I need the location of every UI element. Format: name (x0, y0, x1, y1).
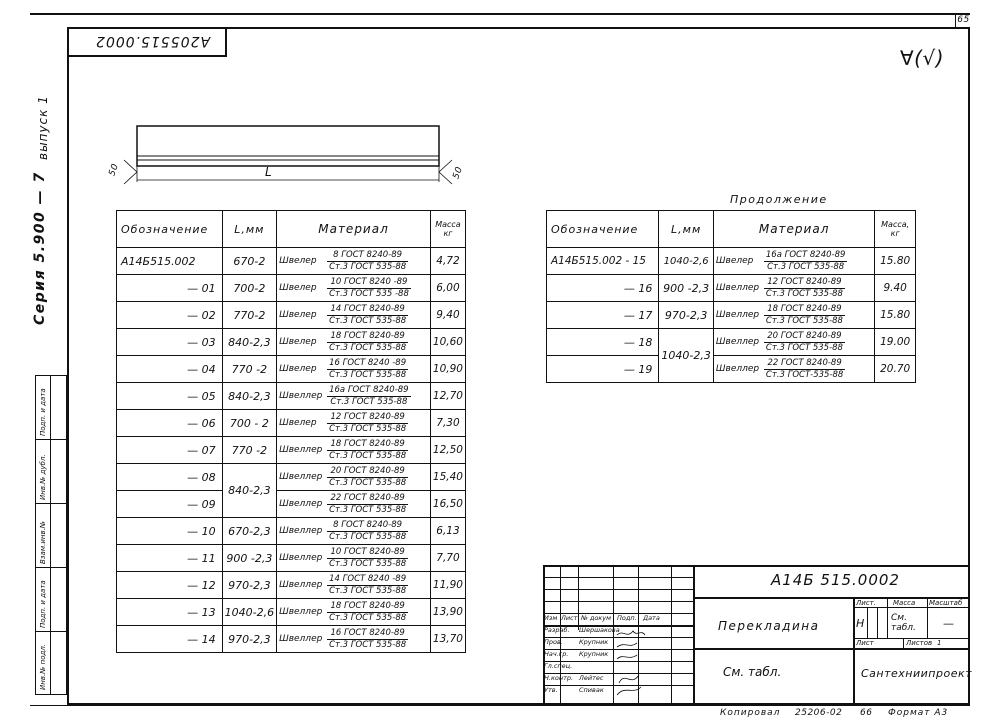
bevel-right (439, 160, 452, 184)
lit-label: Лист. (856, 599, 876, 607)
table-row (117, 248, 466, 275)
side-divider (50, 376, 51, 694)
material-kind: Швеллер (279, 499, 323, 509)
table-row (547, 329, 916, 356)
top-border-line (30, 13, 970, 15)
page-number: 65 (955, 15, 971, 27)
material-kind: Швеллер (715, 364, 760, 374)
material-profile: 16а ГОСТ 8240-89 (765, 249, 846, 260)
col-header-mass: Масса кг (430, 211, 465, 248)
row-mass: 4,72 (430, 248, 465, 275)
table-row (117, 410, 466, 437)
tb-col-header: Подп. (617, 614, 637, 622)
material-steel: Ст.3 ГОСТ 535-88 (767, 261, 845, 272)
sheet-label: Лист (856, 639, 874, 647)
row-length-merged: 840-2,3 (222, 464, 276, 518)
row-material (277, 626, 431, 653)
row-mass: 12,70 (430, 383, 465, 410)
side-cell (36, 568, 66, 632)
material-steel: Ст.3 ГОСТ 535-88 (765, 342, 843, 353)
material-profile: 22 ГОСТ 8240-89 (764, 358, 845, 370)
tb-col-header: Изм (544, 614, 558, 622)
material-steel: Ст.3 ГОСТ 535-88 (329, 369, 407, 380)
row-length: 770 -2 (222, 437, 276, 464)
top-stamp-text: А205515.0002 (95, 33, 211, 49)
material-profile: 22 ГОСТ 8240-89 (327, 493, 408, 505)
mass-value: См. табл. (891, 613, 916, 633)
row-material (277, 464, 431, 491)
row-length: 970-2,3 (222, 572, 276, 599)
material-profile: 20 ГОСТ 8240-89 (327, 466, 408, 478)
footer-order: 25206-02 (795, 708, 843, 718)
row-material (277, 545, 431, 572)
footer-copied: Копировал (720, 708, 781, 718)
row-material (713, 302, 874, 329)
doc-code: А14Б 515.0002 (771, 571, 900, 589)
row-material (277, 302, 431, 329)
row-material (277, 356, 431, 383)
grid-line (578, 565, 579, 630)
tb-role: Разраб. (544, 626, 570, 634)
side-label: Подп. и дата (39, 580, 47, 628)
row-material (277, 248, 431, 275)
side-label: Подп. и дата (39, 388, 47, 436)
side-cell (36, 440, 66, 504)
tb-role: Нач.гр. (544, 650, 569, 658)
dim-length-label: L (265, 165, 273, 179)
material-kind: Швелер (279, 364, 317, 374)
bottom-border-line (30, 705, 970, 706)
scale-value: — (943, 617, 954, 630)
row-length: 670-2,3 (222, 518, 276, 545)
footer-format: Формат А3 (888, 708, 949, 718)
sheets-value: 1 (937, 639, 942, 647)
table-row (117, 329, 466, 356)
tb-col-header: Лист (561, 614, 578, 622)
material-steel: Ст.3 ГОСТ 535-88 (765, 288, 843, 299)
material-kind: Швеллер (279, 634, 323, 644)
table-row (547, 356, 916, 383)
tb-role: Н.контр. (544, 674, 574, 682)
row-length-merged: 1040-2,3 (659, 329, 713, 383)
material-steel: Ст.3 ГОСТ 535-88 (329, 558, 407, 569)
material-kind: Швеллер (279, 526, 323, 536)
row-mass: 10,90 (430, 356, 465, 383)
table-row (117, 383, 466, 410)
row-length: 840-2,3 (222, 329, 276, 356)
grid-line (887, 597, 888, 638)
row-designation: — 09 (117, 491, 223, 518)
row-designation: — 14 (117, 626, 223, 653)
side-label: Инв.№ дубл. (39, 454, 47, 500)
material-profile: 18 ГОСТ 8240-89 (327, 601, 408, 613)
lit-value: Н (856, 617, 865, 630)
title-block-border (543, 565, 973, 705)
material-steel: Ст.3 ГОСТ 535-88 (329, 531, 407, 542)
row-material (277, 410, 431, 437)
beam-drawing (110, 120, 470, 190)
material-steel: Ст.3 ГОСТ 535 -88 (329, 288, 409, 299)
material-kind: Швелер (715, 256, 754, 266)
table-row (117, 572, 466, 599)
row-mass: 15.80 (875, 302, 916, 329)
row-mass: 11,90 (430, 572, 465, 599)
row-designation: — 11 (117, 545, 223, 572)
row-mass: 6,13 (430, 518, 465, 545)
material-profile: 10 ГОСТ 8240 -89 (327, 277, 411, 289)
col-header-designation: Обозначение (117, 211, 223, 248)
material-kind: Швелер (279, 283, 317, 293)
row-material (713, 248, 874, 275)
material-profile: 8 ГОСТ 8240-89 (327, 250, 408, 262)
row-length: 970-2,3 (659, 302, 713, 329)
grid-line (543, 577, 693, 578)
row-material (277, 329, 431, 356)
row-material (277, 599, 431, 626)
part-name: Перекладина (718, 619, 820, 633)
material-profile: 16а ГОСТ 8240-89 (329, 384, 409, 395)
continuation-table (546, 210, 916, 383)
material-steel: Ст.3 ГОСТ 535-88 (329, 450, 407, 461)
grid-line (853, 607, 970, 608)
material-kind: Швеллер (715, 310, 760, 320)
signatures (615, 627, 665, 697)
material-steel: Ст.3 ГОСТ 535-88 (329, 585, 407, 596)
col-header-material: Материал (713, 211, 874, 248)
material-steel: Ст.3 ГОСТ 535-88 (329, 612, 407, 623)
material-profile: 8 ГОСТ 8240-89 (327, 520, 408, 532)
material-ref: См. табл. (723, 665, 782, 679)
row-designation: — 17 (547, 302, 659, 329)
row-mass: 12,50 (430, 437, 465, 464)
row-length: 770 -2 (222, 356, 276, 383)
tb-role: Пров. (544, 638, 563, 646)
material-profile: 14 ГОСТ 8240-89 (327, 304, 408, 316)
grid-line (560, 565, 561, 705)
row-length: 700-2 (222, 275, 276, 302)
table-row (547, 302, 916, 329)
row-material (277, 383, 431, 410)
side-cell (36, 376, 66, 440)
row-length: 900 -2,3 (222, 545, 276, 572)
row-length: 970-2,3 (222, 626, 276, 653)
tb-person: Шершакова (579, 626, 620, 634)
material-profile: 18 ГОСТ 8240-89 (327, 439, 408, 451)
row-designation: А14Б515.002 - 15 (547, 248, 659, 275)
scale-label: Масштаб (929, 599, 963, 607)
material-steel: Ст.3 ГОСТ 535-88 (330, 396, 408, 407)
row-material (713, 356, 874, 383)
row-mass: 6,00 (430, 275, 465, 302)
side-stamp-table (35, 375, 67, 695)
mass-label: Масса (893, 599, 916, 607)
row-material (713, 275, 874, 302)
grid-line (693, 648, 970, 650)
table-row (547, 275, 916, 302)
side-label: Взам.инв.№ (39, 520, 47, 564)
bevel-left (124, 160, 137, 184)
tb-col-header: № докум (581, 614, 611, 622)
row-length: 1040-2,6 (659, 248, 713, 275)
material-steel: Ст.3 ГОСТ 535-88 (329, 504, 407, 515)
material-profile: 12 ГОСТ 8240-89 (764, 277, 845, 289)
material-kind: Швелер (279, 337, 317, 347)
row-designation: — 16 (547, 275, 659, 302)
tb-person: Лейтес (579, 674, 604, 682)
row-designation: — 03 (117, 329, 223, 356)
material-kind: Швеллер (279, 391, 323, 401)
side-label: Инв.№ подл. (39, 643, 47, 690)
row-material (713, 329, 874, 356)
footer-page: 66 (860, 708, 873, 718)
material-profile: 20 ГОСТ 8240-89 (764, 331, 845, 343)
side-cell (36, 632, 66, 694)
row-mass: 19.00 (875, 329, 916, 356)
table-row (117, 491, 466, 518)
row-mass: 13,70 (430, 626, 465, 653)
row-mass: 9.40 (875, 275, 916, 302)
row-mass: 9,40 (430, 302, 465, 329)
material-kind: Швелер (279, 418, 317, 428)
col-header-length: L,мм (222, 211, 276, 248)
material-kind: Швелер (279, 310, 317, 320)
dim-left-label: 50 (107, 162, 122, 178)
row-mass: 10,60 (430, 329, 465, 356)
row-designation: А14Б515.002 (117, 248, 223, 275)
table-row (117, 302, 466, 329)
tb-role: Гл.спец. (544, 662, 573, 670)
material-steel: Ст.3 ГОСТ 535-88 (329, 477, 407, 488)
tb-person: Крупник (579, 638, 609, 646)
row-designation: — 01 (117, 275, 223, 302)
material-kind: Швелер (279, 256, 317, 266)
row-mass: 15.80 (875, 248, 916, 275)
material-profile: 18 ГОСТ 8240-89 (764, 304, 845, 316)
grid-line (877, 607, 878, 638)
col-header-mass: Масса, кг (875, 211, 916, 248)
table-row (547, 248, 916, 275)
row-mass: 20.70 (875, 356, 916, 383)
material-steel: Ст.3 ГОСТ-535-88 (765, 369, 844, 380)
grid-line (693, 565, 695, 705)
sheets-label: Листов (906, 639, 933, 647)
row-mass: 13,90 (430, 599, 465, 626)
tb-role: Утв. (544, 686, 558, 694)
table-header-row (117, 211, 466, 248)
top-stamp-box (67, 27, 227, 57)
table-row (117, 356, 466, 383)
material-profile: 10 ГОСТ 8240-89 (327, 547, 408, 559)
row-mass: 7,30 (430, 410, 465, 437)
row-designation: — 10 (117, 518, 223, 545)
side-vypusk: выпуск 1 (36, 95, 50, 160)
row-mass: 16,50 (430, 491, 465, 518)
row-length: 900 -2,3 (659, 275, 713, 302)
grid-line (613, 565, 614, 705)
material-profile: 18 ГОСТ 8240-89 (327, 331, 408, 343)
material-steel: Ст.3 ГОСТ 535-88 (329, 261, 407, 272)
row-designation: — 18 (547, 329, 659, 356)
row-material (277, 437, 431, 464)
row-length: 670-2 (222, 248, 276, 275)
surface-finish-mark: ∀(√) (900, 46, 945, 70)
material-steel: Ст.3 ГОСТ 535-88 (329, 342, 407, 353)
material-kind: Швеллер (279, 607, 323, 617)
material-kind: Швеллер (715, 337, 760, 347)
material-steel: Ст.3 ГОСТ 535-88 (329, 315, 407, 326)
dim-right-label: 50 (451, 165, 466, 181)
tb-person: Спивак (579, 686, 604, 694)
grid-line (671, 565, 672, 705)
table-header-row (547, 211, 916, 248)
row-designation: — 04 (117, 356, 223, 383)
material-kind: Швеллер (715, 283, 760, 293)
row-designation: — 19 (547, 356, 659, 383)
row-designation: — 06 (117, 410, 223, 437)
row-length: 770-2 (222, 302, 276, 329)
material-profile: 12 ГОСТ 8240-89 (327, 412, 408, 424)
table-row (117, 545, 466, 572)
row-designation: — 13 (117, 599, 223, 626)
material-kind: Швеллер (279, 553, 323, 563)
table-row (117, 437, 466, 464)
material-steel: Ст.3 ГОСТ 535-88 (329, 423, 407, 434)
row-designation: — 08 (117, 464, 223, 491)
material-kind: Швеллер (279, 472, 323, 482)
grid-line (543, 601, 693, 602)
row-material (277, 275, 431, 302)
table-row (117, 626, 466, 653)
material-profile: 16 ГОСТ 8240 -89 (327, 358, 408, 370)
col-header-designation: Обозначение (547, 211, 659, 248)
table-row (117, 599, 466, 626)
row-mass: 7,70 (430, 545, 465, 572)
continuation-caption: Продолжение (730, 193, 828, 206)
material-steel: Ст.3 ГОСТ 535-88 (765, 315, 843, 326)
grid-line (867, 607, 868, 638)
side-seria: Серия 5.900 — 7 (32, 171, 48, 325)
material-profile: 16 ГОСТ 8240-89 (327, 628, 408, 640)
col-header-length: L,мм (659, 211, 713, 248)
organization: Сантехниипроект (861, 667, 973, 680)
row-length: 700 - 2 (222, 410, 276, 437)
material-profile: 14 ГОСТ 8240 -89 (327, 574, 408, 586)
row-material (277, 518, 431, 545)
title-block (543, 565, 973, 705)
row-length: 840-2,3 (222, 383, 276, 410)
col-header-material: Материал (277, 211, 431, 248)
material-kind: Швеллер (279, 445, 323, 455)
table-row (117, 275, 466, 302)
grid-line (903, 638, 904, 648)
grid-line (927, 597, 928, 638)
row-material (277, 491, 431, 518)
side-cell (36, 504, 66, 568)
grid-line (853, 597, 855, 705)
row-designation: — 12 (117, 572, 223, 599)
row-mass: 15,40 (430, 464, 465, 491)
table-row (117, 464, 466, 491)
row-designation: — 02 (117, 302, 223, 329)
main-spec-table (116, 210, 466, 653)
grid-line (543, 589, 693, 590)
material-steel: Ст.3 ГОСТ 535-88 (329, 639, 407, 650)
row-length: 1040-2,6 (222, 599, 276, 626)
row-designation: — 05 (117, 383, 223, 410)
row-material (277, 572, 431, 599)
tb-person: Крупник (579, 650, 609, 658)
table-row (117, 518, 466, 545)
material-kind: Швеллер (279, 580, 323, 590)
row-designation: — 07 (117, 437, 223, 464)
tb-col-header: Дата (643, 614, 660, 622)
